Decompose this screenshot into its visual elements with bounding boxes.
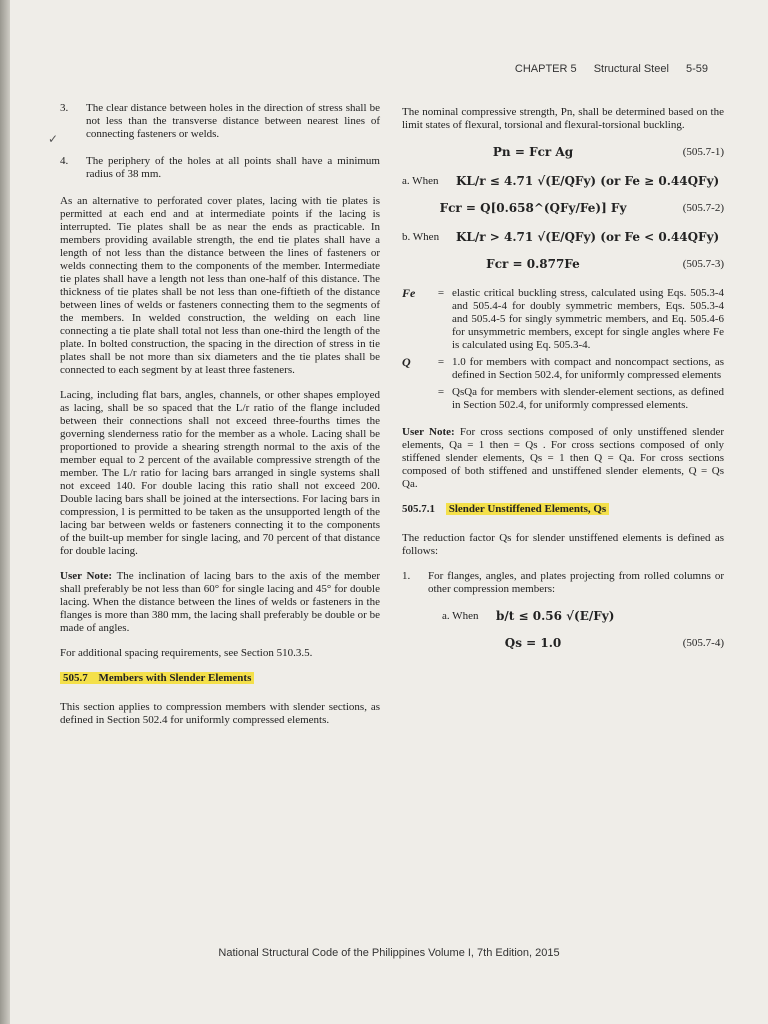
header-chapter: CHAPTER 5 — [514, 63, 577, 75]
definition-q-slender — [402, 386, 724, 412]
equation — [402, 637, 724, 650]
section-heading — [402, 503, 724, 516]
left-column — [60, 102, 380, 739]
paragraph-spacing: For additional spacing requirements, see Section 510.3.5. — [60, 647, 313, 659]
user-note — [60, 570, 380, 635]
equation-ref: (505.7-2) — [682, 202, 724, 214]
definition-symbol: Fe — [402, 286, 416, 300]
equation-text: Fcr = Q[0.658^(QFy/Fe)] Fy — [439, 201, 627, 215]
header-title: Structural Steel — [593, 63, 669, 75]
paragraph-scope: This section applies to compression members with slender sections, as defined in Section 502.4 for uniformly compressed elements. — [60, 701, 380, 726]
list-text: The periphery of the holes at all points shall have a minimum radius of 38 mm. — [86, 155, 380, 180]
user-note-text: The inclination of lacing bars to the axis of the member shall preferably be not less than 60° for single lacing and 45° for double lacing. When the distance between the lines of welds or fasteners in the flanges is more than 380 mm, the lacing shall preferably be double or be made of angles. — [60, 570, 380, 634]
paragraph-tie-plates: As an alternative to perforated cover plates, lacing with tie plates is permitted at each end and at intermediate points if the lacing is interrupted. Tie plates shall be as near the ends as practicable. In members providing available strength, the end tie plates shall have a length of not less than the distance between the lines of fasteners or welds connecting them to the components of the member. Intermediate tie plates shall have a length not less than one-half of this distance. The thickness of tie plates shall be not less than one-fiftieth of the distance between lines of welds or fasteners connecting them to the segments of the members. In welded construction, the welding on each line connecting a tie plate shall total not less than one-third the length of the plate. In bolted construction, the spacing in the direction of stress in tie plates shall be not more than six diameters and the tie plates shall be connected to each segment by at least three fasteners. — [60, 195, 380, 376]
list-text: For flanges, angles, and plates projecting from rolled columns or other compression members: — [428, 570, 724, 595]
condition-expression: KL/r ≤ 4.71 √(E/QFy) (or Fe ≥ 0.44QFy) — [456, 174, 720, 188]
list-item — [60, 102, 380, 141]
section-heading-highlight — [60, 672, 254, 684]
paragraph-intro: The nominal compressive strength, Pn, shall be determined based on the limit states of flexural, torsional and flexural-torsional buckling. — [402, 106, 724, 131]
user-note-label: User Note: — [402, 426, 455, 438]
equation — [402, 146, 724, 159]
user-note — [402, 426, 724, 491]
document-page — [10, 0, 768, 1024]
section-number: 505.7 — [63, 672, 88, 684]
section-title: Slender Unstiffened Elements, Qs — [446, 503, 609, 515]
header-page-number: 5-59 — [685, 63, 708, 75]
page-footer: National Structural Code of the Philippines Volume I, 7th Edition, 2015 — [218, 947, 560, 959]
definition-equals: = — [437, 287, 445, 299]
definition-equals: = — [437, 356, 445, 368]
condition-label: a. When — [402, 175, 439, 187]
condition-sub-a — [402, 610, 724, 623]
paragraph-reduction-factor: The reduction factor Qs for slender unstiffened elements is defined as follows: — [402, 532, 724, 557]
definition-symbol: Q — [402, 355, 411, 369]
page-header — [501, 63, 708, 75]
pen-mark-icon: ✓ — [48, 132, 59, 146]
definition-equals: = — [437, 386, 445, 398]
definition-q — [402, 356, 724, 382]
list-number: 3. — [60, 102, 69, 114]
user-note-text: For cross sections composed of only unstiffened slender elements, Qa = 1 then = Qs . For cross sections composed of only stiffened slender elements, Qs = 1 then Q = Qa. For cross sections composed of both stiffened and unstiffened slender elements, Q = Qs Qa. — [402, 426, 725, 490]
user-note-label: User Note: — [60, 570, 113, 582]
equation — [402, 202, 724, 215]
equation-ref: (505.7-3) — [682, 258, 724, 270]
condition-label: a. When — [442, 610, 479, 622]
condition-b — [402, 231, 724, 244]
section-number: 505.7.1 — [402, 503, 435, 515]
definition-text: 1.0 for members with compact and noncompact sections, as defined in Section 502.4, for uniformly compressed elements — [452, 356, 724, 381]
list-number: 1. — [402, 570, 411, 582]
list-item — [402, 570, 724, 596]
list-number: 4. — [60, 155, 69, 167]
page-edge-shadow — [0, 0, 10, 1024]
condition-expression: b/t ≤ 0.56 √(E/Fy) — [496, 609, 615, 623]
paragraph-lacing: Lacing, including flat bars, angles, channels, or other shapes employed as lacing, shall be so spaced that the L/r ratio of the flange included between their connections shall not exceed three-fourths times the governing slenderness ratio for the member as a whole. Lacing shall be proportioned to provide a shearing strength normal to the axis of the member equal to 2 percent of the available compressive strength of the member. The L/r ratio for lacing bars arranged in single systems shall not exceed 140. For double lacing this ratio shall not exceed 200. Double lacing bars shall be joined at the intersections. For lacing bars in compression, l is permitted to be taken as the unsupported length of the lacing bar between welds or fasteners connecting it to the components of the built-up member for single lacing, and 70 percent of that distance for double lacing. — [60, 389, 380, 557]
equation-text: Fcr = 0.877Fe — [486, 257, 580, 271]
condition-expression: KL/r > 4.71 √(E/QFy) (or Fe < 0.44QFy) — [456, 230, 720, 244]
equation-text: Pn = Fcr Ag — [492, 145, 574, 159]
definition-text: QsQa for members with slender-element sections, as defined in Section 502.4, for uniformly compressed elements. — [452, 386, 724, 411]
equation-text: Qs = 1.0 — [504, 636, 562, 650]
right-column — [402, 106, 724, 666]
definition-text: elastic critical buckling stress, calculated using Eqs. 505.3-4 and 505.4-4 for doubly symmetric members, Eqs. 505.3-4 and 505.4-5 for singly symmetric members, and Eq. 505.4-6 for unsymmetric members, except for single angles where Fe is calculated using Eq. 505.3-4. — [452, 287, 724, 351]
equation-ref: (505.7-1) — [682, 146, 724, 158]
condition-label: b. When — [402, 231, 440, 243]
equation-ref: (505.7-4) — [682, 637, 724, 649]
section-title: Members with Slender Elements — [98, 672, 252, 684]
list-item — [60, 155, 380, 181]
definition-fe — [402, 287, 724, 352]
equation — [402, 258, 724, 271]
list-text: The clear distance between holes in the direction of stress shall be not less than the transverse distance between nearest lines of connecting fasteners or welds. — [86, 102, 380, 140]
section-heading — [60, 672, 380, 685]
condition-a — [402, 175, 724, 188]
